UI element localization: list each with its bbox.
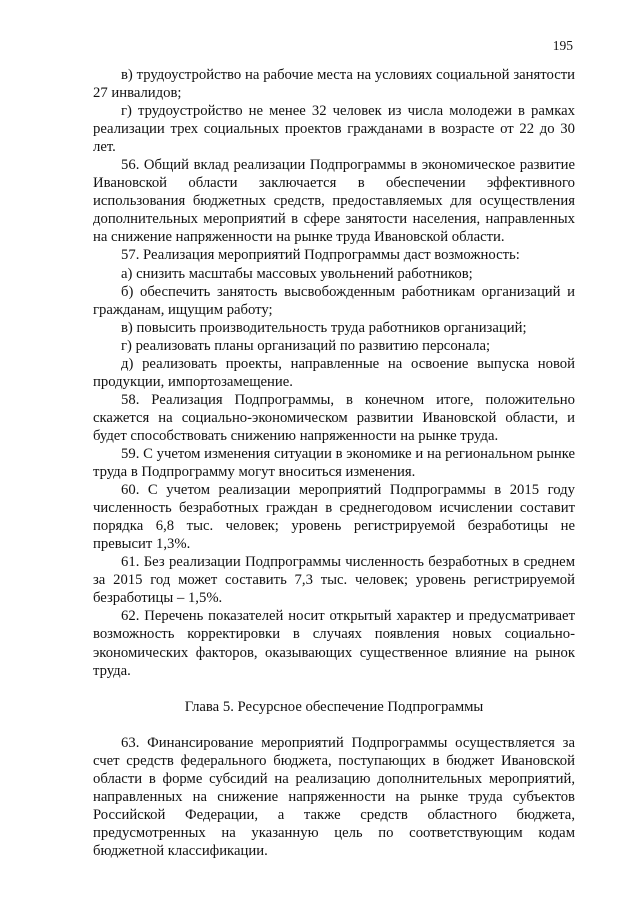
page-number: 195 [552, 38, 573, 53]
chapter-heading: Глава 5. Ресурсное обеспечение Подпрограммы [184, 698, 484, 715]
paragraph-57-intro: 57. Реализация мероприятий Подпрограммы даст возможность: [121, 247, 520, 264]
paragraph-57-item-v: в) повысить производительность труда работников организаций; [121, 319, 527, 336]
paragraph-57-item-g: г) реализовать планы организаций по развитию персонала; [121, 337, 491, 354]
paragraph-59-changes: 59. С учетом изменения ситуации в экономике и на региональном рынке труда в Подпрограмму могут вноситься изменения. [93, 445, 575, 481]
paragraph-56-economic-contribution: 56. Общий вклад реализации Подпрограммы в экономическое развитие Ивановской области заключается в обеспечении эффективного использования бюджетных средств, предоставляемых для осуществления дополнительных мероприятий в сфере занятости населения, направленных на снижение напряженности на рынке труда Ивановской области. [93, 157, 575, 246]
paragraph-item-g-youth-employment: г) трудоустройство не менее 32 человек из числа молодежи в рамках реализации трех социальных проектов гражданами в возрасте от 22 до 30 лет. [93, 103, 575, 156]
paragraph-57-item-a: а) снизить масштабы массовых увольнений работников; [121, 265, 473, 282]
paragraph-60-forecast: 60. С учетом реализации мероприятий Подпрограммы в 2015 году численность безработных граждан в среднегодовом исчислении составит порядка 6,8 тыс. человек; уровень регистрируемой безработицы не превысит 1,3%. [93, 482, 575, 553]
document-body [93, 66, 575, 860]
paragraph-61-without-program: 61. Без реализации Подпрограммы численность безработных в среднем за 2015 год может составить 7,3 тыс. человек; уровень регистрируемой безработицы – 1,5%. [93, 554, 575, 607]
paragraph-item-v-disabled-employment: в) трудоустройство на рабочие места на условиях социальной занятости 27 инвалидов; [93, 67, 575, 102]
paragraph-62-indicators: 62. Перечень показателей носит открытый характер и предусматривает возможность корректировки в случаях появления новых социально-экономических факторов, оказывающих существенное влияние на рынок труда. [93, 608, 575, 679]
paragraph-57-item-d: д) реализовать проекты, направленные на освоение выпуска новой продукции, импортозамещение. [93, 355, 575, 390]
paragraph-58-impact: 58. Реализация Подпрограммы, в конечном итоге, положительно скажется на социально-экономическом развитии Ивановской области, и будет способствовать снижению напряженности на рынке труда. [93, 391, 575, 444]
paragraph-57-item-b: б) обеспечить занятость высвобожденным работникам организаций и гражданам, ищущим работу; [93, 283, 575, 318]
paragraph-63-financing: 63. Финансирование мероприятий Подпрограммы осуществляется за счет средств федерального бюджета, поступающих в бюджет Ивановской области в форме субсидий на реализацию дополнительных мероприятий, направленных на снижение напряженности на рынке труда субъектов Российской Федерации, а также средств областного бюджета, предусмотренных на указанную цель по соответствующим кодам бюджетной классификации. [93, 734, 575, 859]
